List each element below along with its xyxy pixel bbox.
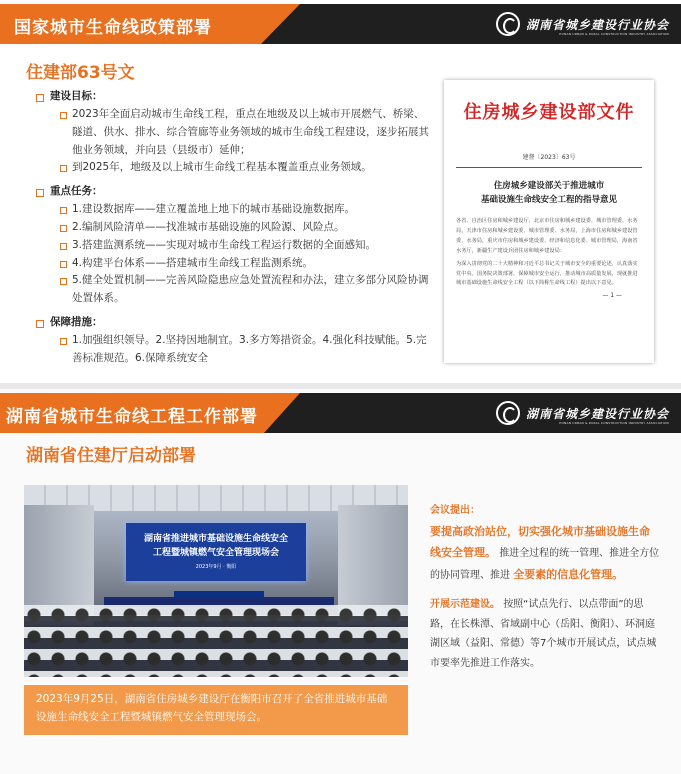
summary-highlight: 全要素的信息化管理。 — [513, 567, 624, 581]
title-bar — [0, 4, 681, 44]
logo-subtitle: HUNAN URBAN & RURAL CONSTRUCTION INDUSTRY ASSOCIATION — [559, 421, 669, 425]
association-logo — [496, 10, 669, 38]
document-page-number: — 1 — — [602, 292, 622, 300]
summary-text: 推进全过程的统一管理、推进全方位的协同管理、推进 — [430, 548, 660, 581]
section-title: 重点任务： — [34, 183, 429, 201]
section-subtitle: 住建部63号文 — [26, 63, 135, 83]
slide-hunan — [0, 389, 681, 774]
document-number: 建督〔2023〕63号 — [522, 154, 576, 161]
document-title — [456, 180, 642, 207]
logo-subtitle: HUNAN URBAN & RURAL CONSTRUCTION INDUSTRY ASSOCIATION — [559, 32, 669, 36]
document-title-line: 住房城乡建设部关于推进城市 — [493, 181, 605, 191]
section-subtitle: 湖南省住建厅启动部署 — [26, 446, 196, 466]
summary-paragraph — [430, 501, 660, 585]
list-item: 5.健全处置机制——完善风险隐患应急处置流程和办法，建立多部分风险协调处置体系。 — [34, 272, 429, 308]
photo-caption: 2023年9月25日，湖南省住房城乡建设厅在衡阳市召开了全省推进城市基础设施生命线安全工程暨城镇燃气安全管理现场会。 — [24, 685, 408, 735]
slide-title: 国家城市生命线政策部署 — [14, 18, 212, 38]
list-item: 到2025年，地级及以上城市生命线工程基本覆盖重点业务领域。 — [34, 159, 429, 177]
list-item: 1.加强组织领导。2.坚持因地制宜。3.多方筹措资金。4.强化科技赋能。5.完善标准规范。6.保障系统安全 — [34, 332, 429, 368]
title-bar — [0, 393, 681, 433]
screen-text: 工程暨城镇燃气安全管理现场会 — [152, 547, 279, 558]
document-paragraph: 各省、自治区住房和城乡建设厅，北京市住房和城乡建设委、城市管理委、水务局，天津市住房和城乡建设委、城市管理委、水务局，上海市住房和城乡建设管委、水务局，重庆市住房和城乡建设委、经济和信息化委、城市管理局，海南省水务厅，新疆生产建设兵团住房和城乡建设局： — [456, 218, 638, 254]
summary-paragraph — [430, 595, 660, 673]
association-logo — [496, 399, 669, 427]
section-tasks — [34, 183, 429, 308]
photo-screen — [126, 523, 306, 581]
document-body — [456, 217, 642, 289]
summary-text: 按照“试点先行、以点带面”的思路，在长株潭、省域副中心（岳阳、衡阳）、环洞庭湖区域（益阳、常德）等7个城市开展试点，试点城市要率先推进工作落实。 — [430, 599, 657, 669]
section-goals — [34, 88, 429, 177]
document-divider — [456, 167, 642, 168]
section-title: 保障措施： — [34, 314, 429, 332]
screen-text: 湖南省推进城市基础设施生命线安全 — [143, 534, 288, 544]
summary-lead: 会议提出： — [430, 505, 480, 516]
list-item: 3.搭建监测系统——实现对城市生命线工程运行数据的全面感知。 — [34, 237, 429, 255]
policy-outline — [34, 88, 429, 374]
document-image — [444, 80, 654, 363]
photo-audience — [24, 605, 408, 677]
section-title: 建设目标： — [34, 88, 429, 106]
slide-policy — [0, 0, 681, 383]
logo-icon — [496, 401, 520, 425]
section-measures — [34, 314, 429, 368]
meeting-summary — [430, 501, 660, 683]
screen-date: 2023年9月 · 衡阳 — [195, 564, 237, 570]
slide-title: 湖南省城市生命线工程工作部署 — [6, 407, 258, 427]
document-paragraph: 为深入贯彻党的二十大精神和习近平总书记关于城市安全的重要论述，认真落实党中央、国务院决策部署，保障城市安全运行，推动城市高质量发展，现就推进城市基础设施生命线安全工程（以下简称生命线工程）提出以下意见。 — [456, 260, 638, 287]
list-item: 2023年全面启动城市生命线工程，重点在地级及以上城市开展燃气、桥梁、隧道、供水、排水、综合管廊等业务领域的城市生命线工程建设，逐步拓展其他业务领域，并向县（县级市）延伸； — [34, 106, 429, 160]
meeting-photo — [24, 485, 408, 677]
document-title-line: 基础设施生命线安全工程的指导意见 — [480, 194, 617, 205]
list-item: 4.构建平台体系——搭建城市生命线工程监测系统。 — [34, 255, 429, 273]
document-header: 住房城乡建设部文件 — [463, 102, 635, 123]
logo-icon — [496, 12, 520, 36]
logo-name: 湖南省城乡建设行业协会 — [525, 17, 669, 32]
summary-lead: 开展示范建设。 — [430, 599, 500, 610]
summary-highlight: 要提高政治站位，切实强化城市基础设施生命线安全管理。 — [430, 524, 650, 559]
logo-name: 湖南省城乡建设行业协会 — [525, 406, 669, 421]
list-item: 1.建设数据库——建立覆盖地上地下的城市基础设施数据库。 — [34, 201, 429, 219]
list-item: 2.编制风险清单——找准城市基础设施的风险源、风险点。 — [34, 219, 429, 237]
